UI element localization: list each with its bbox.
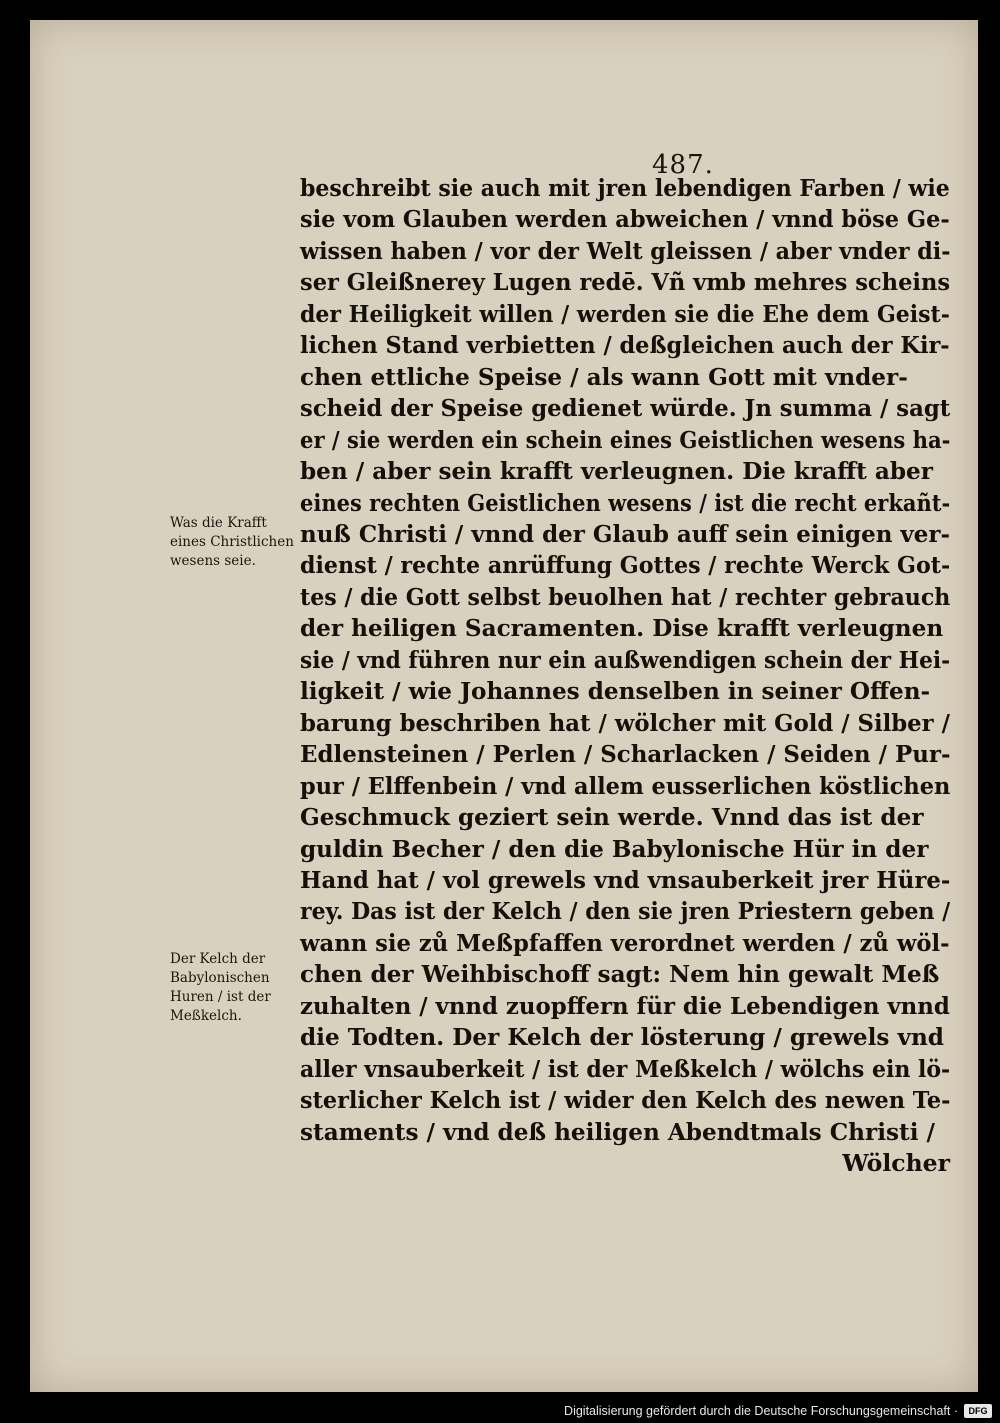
- main-text-block: [300, 173, 960, 1180]
- text-line: pur / Elffenbein / vnd allem eusserlichen köstlichen: [300, 771, 951, 800]
- text-line: beschreibt sie auch mit jren lebendigen Farben / wie: [300, 174, 950, 202]
- text-line: barung beschriben hat / wölcher mit Gold / Silber /: [300, 708, 950, 737]
- text-line: dienst / rechte anrüffung Gottes / rechte Werck Got-: [300, 551, 951, 580]
- text-line: nuß Christi / vnnd der Glaub auff sein einigen ver-: [300, 519, 951, 548]
- text-line: chen der Weihbischoff sagt: Nem hin gewalt Meß: [300, 960, 940, 989]
- margin-note-line: wesens seie.: [170, 553, 256, 569]
- text-line: aller vnsauberkeit / ist der Meßkelch / wölchs ein lö-: [300, 1054, 951, 1083]
- margin-note-line: eines Christlichen: [170, 534, 294, 550]
- text-line: scheid der Speise gedienet würde. Jn summa / sagt: [300, 394, 951, 423]
- text-line: sie / vnd führen nur ein außwendigen schein der Hei-: [300, 645, 951, 674]
- text-line: lichen Stand verbietten / deßgleichen auch der Kir-: [300, 331, 950, 360]
- text-line: tes / die Gott selbst beuolhen hat / rechter gebrauch: [300, 582, 951, 611]
- text-line: guldin Becher / den die Babylonische Hür in der: [300, 834, 929, 863]
- page-number: 487.: [652, 150, 714, 180]
- text-line: der heiligen Sacramenten. Dise krafft verleugnen: [300, 614, 944, 643]
- text-line: sterlicher Kelch ist / wider den Kelch des newen Te-: [300, 1086, 951, 1115]
- text-line: die Todten. Der Kelch der lösterung / grewels vnd: [300, 1023, 944, 1052]
- footer-credit: Digitalisierung gefördert durch die Deutsche Forschungsgemeinschaft ·: [564, 1404, 958, 1418]
- text-line: sie vom Glauben werden abweichen / vnnd böse Ge-: [300, 205, 950, 234]
- text-line: chen ettliche Speise / als wann Gott mit vnder-: [300, 362, 908, 391]
- text-line: ligkeit / wie Johannes denselben in seiner Offen-: [300, 677, 931, 706]
- text-line: Geschmuck geziert sein werde. Vnnd das ist der: [300, 803, 924, 832]
- margin-note-line: Huren / ist der: [170, 989, 271, 1005]
- text-line: wann sie zů Meßpfaffen verordnet werden / zů wöl-: [300, 928, 950, 957]
- text-line: eines rechten Geistlichen wesens / ist die recht erkañt-: [300, 488, 951, 517]
- catchword: Wölcher: [842, 1149, 950, 1178]
- text-line: wissen haben / vor der Welt gleissen / aber vnder di-: [300, 236, 951, 265]
- text-line: Hand hat / vol grewels vnd vnsauberkeit jrer Hüre-: [300, 865, 951, 894]
- text-line: zuhalten / vnnd zuopffern für die Lebendigen vnnd: [300, 991, 950, 1020]
- margin-note-line: Der Kelch der: [170, 951, 266, 967]
- dfg-logo: DFG: [964, 1404, 992, 1418]
- text-line: staments / vnd deß heiligen Abendtmals Christi /: [300, 1117, 936, 1146]
- text-line: der Heiligkeit willen / werden sie die Ehe dem Geist-: [300, 299, 950, 328]
- text-line: Edlensteinen / Perlen / Scharlacken / Seiden / Pur-: [300, 740, 951, 769]
- margin-note-line: Meßkelch.: [170, 1008, 242, 1024]
- text-line: ben / aber sein krafft verleugnen. Die krafft aber: [300, 457, 933, 486]
- margin-note-line: Babylonischen: [170, 970, 270, 986]
- margin-note-line: Was die Krafft: [170, 515, 267, 531]
- footer-bar: [0, 1399, 1000, 1423]
- text-line: er / sie werden ein schein eines Geistlichen wesens ha-: [300, 425, 951, 454]
- text-line: rey. Das ist der Kelch / den sie jren Priestern geben /: [300, 897, 951, 926]
- text-line: ser Gleißnerey Lugen redē. Vñ vmb mehres scheins: [300, 268, 951, 297]
